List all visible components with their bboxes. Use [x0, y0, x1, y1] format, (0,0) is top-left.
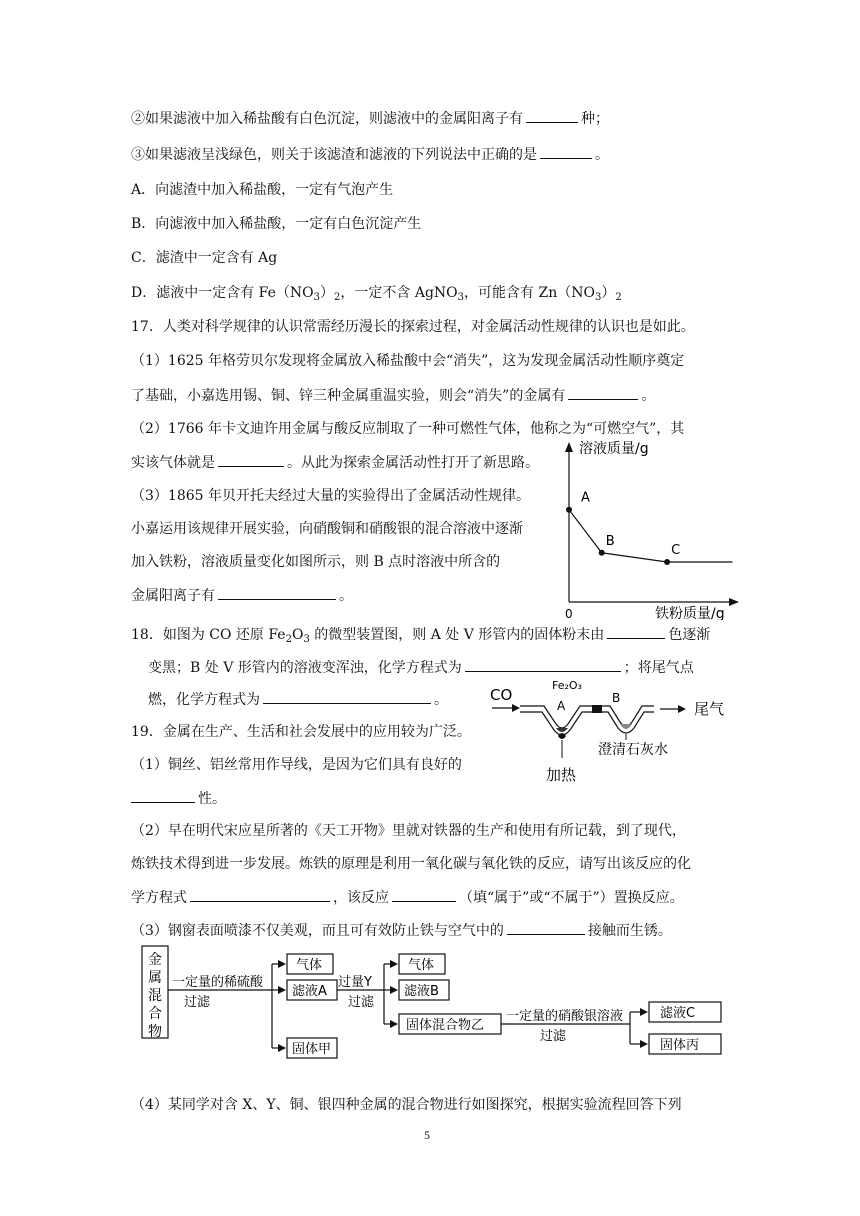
gas-box-1: 气体	[296, 958, 323, 973]
limewater	[620, 724, 632, 729]
q17-stem: 17．人类对科学规律的认识常需经历漫长的探索过程，对金属活动性规律的认识也是如此。	[131, 319, 695, 335]
q17-part3: （3）1865 年贝开托夫经过大量的实验得出了金属活动性规律。	[131, 488, 530, 504]
answer-blank[interactable]	[526, 108, 578, 123]
point-label-A: A	[581, 490, 590, 506]
answer-blank[interactable]	[540, 144, 592, 159]
q16-option-b: B．向滤液中加入稀盐酸，一定有白色沉淀产生	[131, 216, 422, 232]
rubber-joint	[592, 705, 602, 713]
answer-blank[interactable]	[607, 624, 665, 639]
filter-label-1: 过滤	[184, 995, 211, 1010]
svg-text:金: 金	[148, 952, 162, 968]
answer-blank[interactable]	[465, 657, 621, 672]
q17-part2-cont: 实该气体就是 。从此为探索金属活动性打开了新思路。	[131, 452, 539, 473]
solution-mass-chart	[555, 428, 745, 620]
fe2o3-powder	[556, 728, 568, 732]
q19-part1: （1）铜丝、铝丝常用作导线，是因为它们具有良好的	[131, 757, 462, 773]
answer-blank[interactable]	[392, 887, 456, 902]
svg-text:属: 属	[148, 970, 162, 986]
q17-part3-c: 加入铁粉，溶液质量变化如图所示，则 B 点时溶液中所含的	[131, 554, 501, 570]
silver-nitrate-label: 一定量的硝酸银溶液	[506, 1009, 624, 1024]
q19-part4: （4）某同学对含 X、Y、铜、银四种金属的混合物进行如图探究，根据实验流程回答下列	[131, 1097, 682, 1113]
heat-label: 加热	[546, 766, 577, 784]
q16-line3: ③如果滤液呈浅绿色，则关于该滤渣和滤液的下列说法中正确的是 。	[131, 144, 609, 165]
filter-label-3: 过滤	[540, 1029, 567, 1044]
gas-box-2: 气体	[408, 958, 435, 973]
filtrate-a-box: 滤液A	[292, 984, 327, 999]
page-number: 5	[424, 1128, 430, 1142]
solid-jia-box: 固体甲	[292, 1042, 332, 1057]
q17-part1: （1）1625 年格劳贝尔发现将金属放入稀盐酸中会“消失”，这为发现金属活动性顺序奠定	[131, 353, 685, 369]
q18-line1: 18．如图为 CO 还原 $Fe_2O_3$ 的微型装置图，则 A 处 V 形管内的固体粉末由 色逐渐	[131, 624, 710, 650]
q17-part3-b: 小嘉运用该规律开展实验，向硝酸铜和硝酸银的混合溶液中逐渐	[131, 521, 523, 537]
point-label-C: C	[671, 543, 681, 558]
point-A	[566, 507, 572, 513]
filtrate-c-box: 滤液C	[660, 1006, 696, 1021]
x-axis-arrow	[729, 598, 739, 606]
excess-y-label: 过量Y	[338, 975, 372, 990]
q19-part3: （3）钢窗表面喷漆不仅美观，而且可有效防止铁与空气中的 接触而生锈。	[131, 920, 672, 941]
q16-option-d: D．滤液中一定含有 $Fe(NO_3)_2$，一定不含 AgNO$_3$，可能含有 $Zn(NO_3)_2$	[131, 285, 622, 303]
answer-blank[interactable]	[263, 689, 431, 704]
q17-part1-cont: 了基础，小嘉选用锡、铜、锌三种金属重温实验，则会“消失”的金属有 。	[131, 385, 655, 406]
mass-curve	[569, 510, 732, 562]
solid-yi-box: 固体混合物乙	[406, 1018, 485, 1033]
co-reduction-apparatus	[484, 676, 740, 788]
co-label: CO	[490, 686, 513, 704]
y-axis-label: 溶液质量/g	[579, 441, 649, 457]
answer-blank[interactable]	[507, 920, 585, 935]
acid-label: 一定量的稀硫酸	[172, 975, 264, 990]
limewater-label: 澄清石灰水	[598, 742, 668, 758]
answer-blank[interactable]	[131, 788, 195, 803]
q17-part2: （2）1766 年卡文迪许用金属与酸反应制取了一种可燃性气体，他称之为“可燃空气”，其	[131, 421, 685, 437]
point-label-B: B	[605, 533, 615, 549]
point-B	[599, 550, 605, 556]
q19-stem: 19．金属在生产、生活和社会发展中的应用较为广泛。	[131, 724, 471, 740]
answer-blank[interactable]	[568, 385, 638, 400]
q18-line3: 燃，化学方程式为 。	[148, 689, 448, 710]
solid-bing-box: 固体丙	[660, 1038, 700, 1053]
svg-text:物: 物	[148, 1024, 162, 1040]
answer-blank[interactable]	[218, 452, 284, 467]
answer-blank[interactable]	[218, 585, 336, 600]
origin-label: 0	[565, 607, 573, 620]
svg-text:合: 合	[148, 1006, 162, 1022]
fe2o3-label: Fe₂O₃	[552, 679, 582, 692]
metal-separation-flowchart	[140, 944, 740, 1068]
q19-part2-b: 炼铁技术得到进一步发展。炼铁的原理是利用一氧化碳与氧化铁的反应，请写出该反应的化	[131, 856, 691, 872]
y-axis-arrow	[565, 442, 573, 452]
answer-blank[interactable]	[190, 887, 330, 902]
q18-line2: 变黑；B 处 V 形管内的溶液变浑浊，化学方程式为 ；将尾气点	[148, 657, 694, 678]
x-axis-label: 铁粉质量/g	[655, 606, 725, 620]
q19-part1-cont: 性。	[131, 788, 226, 809]
tail-gas-label: 尾气	[694, 700, 725, 718]
filtrate-b-box: 滤液B	[404, 984, 439, 999]
q16-option-a: A．向滤渣中加入稀盐酸，一定有气泡产生	[131, 182, 394, 198]
q19-part2: （2）早在明代宋应星所著的《天工开物》里就对铁器的生产和使用有所记载，到了现代，	[131, 823, 686, 839]
q16-option-c: C．滤渣中一定含有 Ag	[131, 250, 278, 266]
svg-text:混: 混	[148, 988, 162, 1004]
q19-part2-c: 学方程式 ，该反应 （填“属于”或“不属于”）置换反应。	[131, 887, 684, 908]
point-C	[664, 559, 670, 565]
q17-part3-d: 金属阳离子有 。	[131, 585, 353, 606]
q16-line2: ②如果滤液中加入稀盐酸有白色沉淀，则滤液中的金属阳离子有 种；	[131, 108, 609, 129]
label-b: B	[612, 691, 621, 705]
label-a: A	[557, 699, 566, 713]
v-tube-a	[520, 706, 592, 728]
filter-label-2: 过滤	[348, 995, 375, 1010]
